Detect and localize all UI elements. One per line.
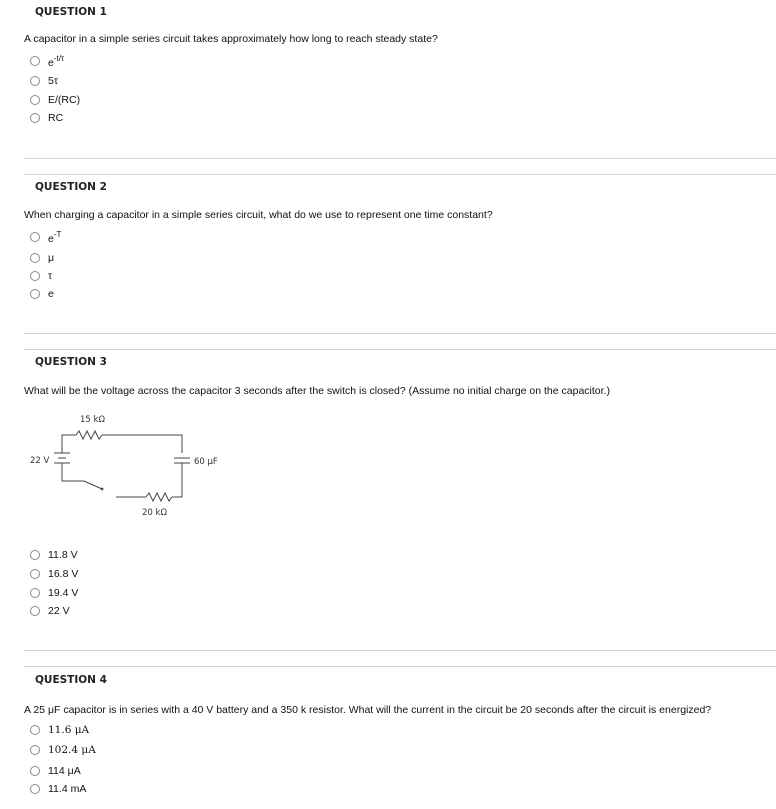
option-label: 5τ [48, 75, 58, 87]
radio-button[interactable] [30, 745, 40, 755]
question-4-option-4[interactable] [30, 782, 86, 796]
radio-button[interactable] [30, 253, 40, 263]
radio-button[interactable] [30, 76, 40, 86]
divider [24, 666, 776, 667]
question-1-option-2[interactable] [30, 74, 58, 88]
divider [24, 650, 776, 651]
question-4-option-2[interactable] [30, 743, 96, 757]
source-voltage-label: 22 V [30, 456, 50, 466]
question-3-option-2[interactable] [30, 567, 78, 581]
option-label: 102.4 μA [48, 744, 96, 756]
option-label: 22 V [48, 605, 70, 617]
option-label: 11.6 μA [48, 724, 90, 736]
option-label: $e^{-t/\tau}$ [48, 54, 65, 69]
capacitor-label: 60 μF [194, 457, 218, 467]
option-label: 11.8 V [48, 549, 78, 561]
option-label: 16.8 V [48, 568, 79, 580]
resistor-15k-label: 15 kΩ [80, 415, 105, 425]
radio-button[interactable] [30, 550, 40, 560]
question-4-option-3[interactable] [30, 764, 81, 778]
option-label: RC [48, 112, 64, 124]
question-3-option-4[interactable] [30, 604, 70, 618]
radio-button[interactable] [30, 606, 40, 616]
question-2-title: QUESTION 2 [35, 181, 107, 193]
question-3-option-1[interactable] [30, 548, 78, 562]
option-label: $e^{-T}$ [48, 230, 62, 245]
circuit-diagram [20, 405, 240, 525]
resistor-15k-symbol [76, 431, 102, 439]
switch-wire [62, 463, 102, 489]
radio-button[interactable] [30, 725, 40, 735]
question-3-text: What will be the voltage across the capacitor 3 seconds after the switch is closed? (Assume no initial charge on the capacitor.) [24, 385, 610, 397]
question-2-option-3[interactable] [30, 269, 52, 283]
option-label: 19.4 V [48, 587, 79, 599]
question-2-option-1[interactable] [30, 230, 61, 244]
radio-button[interactable] [30, 588, 40, 598]
question-3-option-3[interactable] [30, 586, 78, 600]
option-label: E/(RC) [48, 94, 81, 106]
question-1-option-4[interactable] [30, 111, 63, 125]
radio-button[interactable] [30, 271, 40, 281]
option-label: 11.4 mA [48, 783, 87, 795]
radio-button[interactable] [30, 784, 40, 794]
wire [172, 463, 182, 497]
option-label: 114 μA [48, 765, 81, 777]
radio-button[interactable] [30, 569, 40, 579]
question-2-option-2[interactable] [30, 251, 54, 265]
question-1-title: QUESTION 1 [35, 6, 107, 18]
radio-button[interactable] [30, 113, 40, 123]
radio-button[interactable] [30, 289, 40, 299]
divider [24, 333, 776, 334]
resistor-20k-label: 20 kΩ [142, 508, 167, 518]
radio-button[interactable] [30, 232, 40, 242]
question-2-option-4[interactable] [30, 287, 54, 301]
divider [24, 158, 776, 159]
question-1-text: A capacitor in a simple series circuit takes approximately how long to reach steady state? [24, 33, 438, 45]
radio-button[interactable] [30, 95, 40, 105]
divider [24, 349, 776, 350]
option-label: e [48, 288, 54, 300]
question-1-option-1[interactable] [30, 54, 64, 68]
divider [24, 174, 776, 175]
question-4-option-1[interactable] [30, 723, 89, 737]
switch-contact [101, 488, 104, 491]
question-3-title: QUESTION 3 [35, 356, 107, 368]
wire [62, 435, 76, 447]
radio-button[interactable] [30, 56, 40, 66]
option-label: τ [48, 270, 53, 282]
resistor-20k-symbol [146, 493, 172, 501]
question-1-option-3[interactable] [30, 93, 80, 107]
question-2-text: When charging a capacitor in a simple series circuit, what do we use to represent one time constant? [24, 209, 493, 221]
radio-button[interactable] [30, 766, 40, 776]
wire [102, 435, 182, 453]
question-4-title: QUESTION 4 [35, 674, 107, 686]
option-label: μ [48, 252, 55, 264]
question-4-text: A 25 μF capacitor is in series with a 40 V battery and a 350 k resistor. What will the current in the circuit be 20 seconds after the circuit is energized? [24, 704, 712, 716]
